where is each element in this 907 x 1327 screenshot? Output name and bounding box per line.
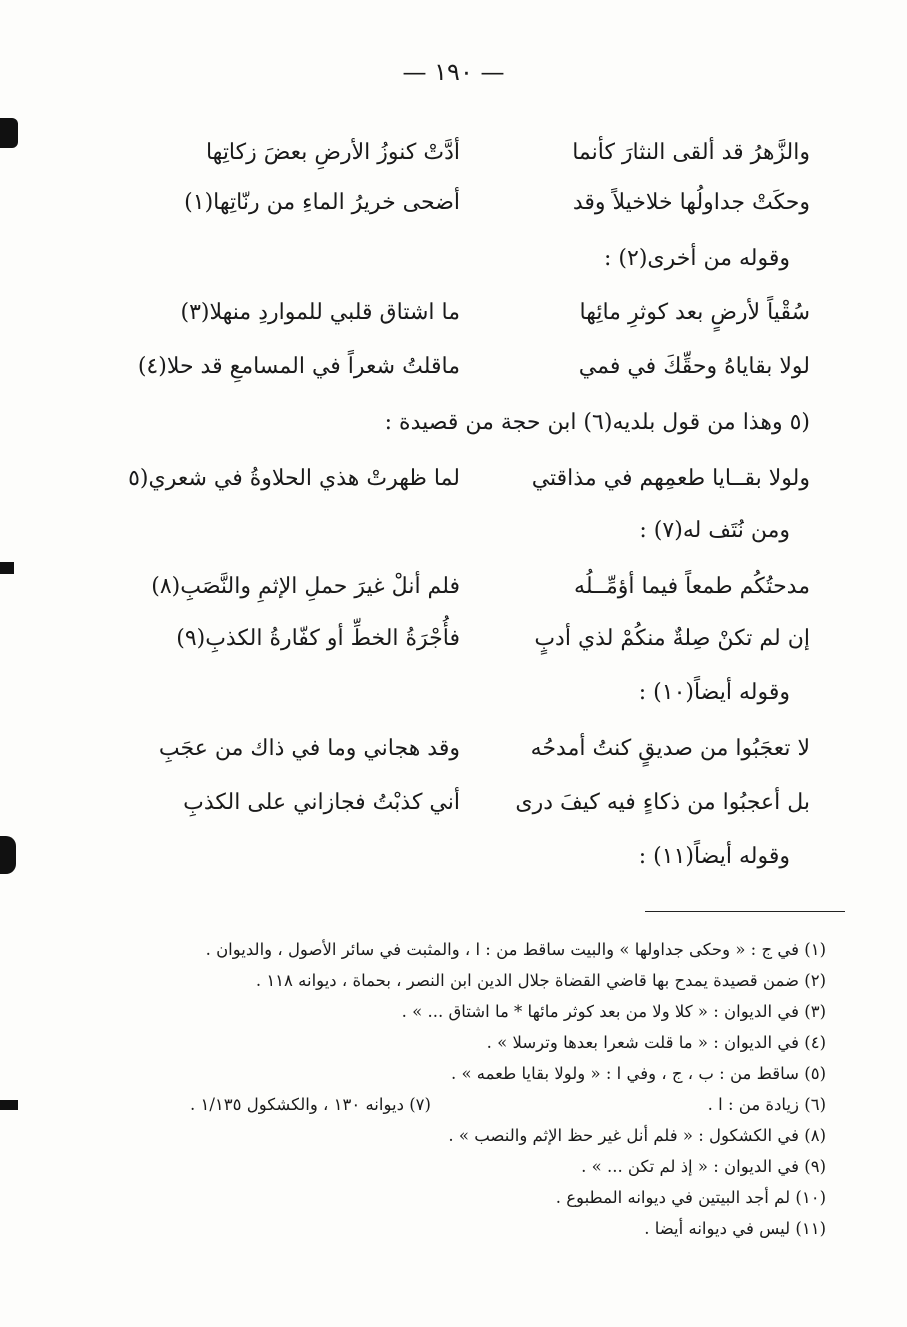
verse-first-hemistich: لا تعجَبُوا من صديقٍ كنتُ أمدحُه: [530, 736, 810, 761]
verse-first-hemistich: بل أعجبُوا من ذكاءٍ فيه كيفَ درى: [515, 790, 810, 815]
scan-edge-mark-3: [0, 836, 16, 874]
footnote-text: (٦) زيادة من : ا .: [707, 1095, 826, 1114]
verse-second-hemistich: لما ظهرتْ هذي الحلاوةُ في شعري(٥: [128, 466, 460, 491]
footnote: [140, 1151, 826, 1182]
footnote-text-secondary: (٧) ديوانه ١٣٠ ، والكشكول ١/١٣٥ .: [190, 1095, 431, 1114]
verse-second-hemistich: ماقلتُ شعراً في المسامعِ قد حلا(٤): [137, 354, 460, 379]
verse-intro: ومن نُتَف له(٧) :: [639, 518, 790, 543]
footnote-text: (٤) في الديوان : « ما قلت شعرا بعدها وترسلا » .: [486, 1033, 826, 1052]
verse-line: [130, 736, 810, 776]
scan-edge-mark-4: [0, 1100, 18, 1110]
footnote: [140, 1089, 826, 1120]
verse-second-hemistich: ما اشتاق قلبي للمواردِ منهلا(٣): [180, 300, 460, 325]
footnote-separator: [645, 911, 845, 912]
page-number: — ١٩٠ —: [402, 58, 505, 86]
verse-second-hemistich: فلم أنلْ غيرَ حملِ الإثمِ والنَّصَبِ(٨): [151, 574, 460, 599]
footnote: [140, 934, 826, 965]
verse-line: [130, 790, 810, 830]
footnote: [140, 1213, 826, 1244]
verse-line: [130, 354, 810, 394]
scan-edge-mark-1: [0, 118, 18, 148]
verse-first-hemistich: وحكَتْ جداولُها خلاخيلاً وقد: [572, 190, 810, 215]
verse-line: [130, 190, 810, 230]
verse-first-hemistich: والزَّهرُ قد ألقى النثارَ كأنما: [572, 140, 810, 165]
footnote-text: (٨) في الكشكول : « فلم أنل غير حظ الإثم والنصب » .: [448, 1126, 826, 1145]
verse-second-hemistich: أضحى خريرُ الماءِ من رنّاتِها(١): [184, 190, 460, 215]
verse-first-hemistich: لولا بقاياهُ وحقِّكَ في فمي: [578, 354, 810, 379]
footnote-text: (٩) في الديوان : « إذ لم تكن ... » .: [581, 1157, 826, 1176]
verse-line: [130, 300, 810, 340]
verse-first-hemistich: إن لم تكنْ صِلةٌ منكُمْ لذي أدبٍ: [534, 626, 810, 651]
footnotes: [140, 934, 826, 1244]
footnote-text: (٢) ضمن قصيدة يمدح بها قاضي القضاة جلال الدين ابن النصر ، بحماة ، ديوانه ١١٨ .: [255, 971, 826, 990]
verse-second-hemistich: وقد هجاني وما في ذاك من عجَبِ: [158, 736, 460, 761]
footnote: [140, 1058, 826, 1089]
verse-second-hemistich: أني كذبْتُ فجازاني على الكذبِ: [183, 790, 460, 815]
footnote: [140, 1182, 826, 1213]
footnote: [140, 965, 826, 996]
verse-line: [130, 140, 810, 180]
footnote-text: (١) في ج : « وحكى جداولها » والبيت ساقط من : ا ، والمثبت في سائر الأصول ، والديوان .: [205, 940, 826, 959]
footnote-text: (١١) ليس في ديوانه أيضا .: [644, 1219, 826, 1238]
verse-line: [130, 466, 810, 506]
footnote: [140, 996, 826, 1027]
scan-edge-mark-2: [0, 562, 14, 574]
verse-intro: وقوله أيضاً(١٠) :: [638, 680, 790, 705]
footnote: [140, 1120, 826, 1151]
verse-intro: (٥ وهذا من قول بلديه(٦) ابن حجة من قصيدة :: [384, 410, 810, 435]
verse-line: [130, 574, 810, 614]
verse-intro: وقوله من أخرى(٢) :: [603, 246, 790, 271]
footnote-text: (٣) في الديوان : « كلا ولا من بعد كوثر مائها * ما اشتاق ... » .: [401, 1002, 826, 1021]
verse-second-hemistich: أدَّتْ كنوزُ الأرضِ بعضَ زكاتِها: [205, 140, 460, 165]
footnote-text: (٥) ساقط من : ب ، ج ، وفي ا : « ولولا بقايا طعمه » .: [450, 1064, 826, 1083]
footnote: [140, 1027, 826, 1058]
verse-intro: وقوله أيضاً(١١) :: [638, 844, 790, 869]
verse-line: [130, 626, 810, 666]
verse-second-hemistich: فأُجْرَةُ الخطِّ أو كفّارةُ الكذبِ(٩): [176, 626, 460, 651]
footnote-text: (١٠) لم أجد البيتين في ديوانه المطبوع .: [555, 1188, 826, 1207]
verse-first-hemistich: مدحتُكُم طمعاً فيما أؤمِّــلُه: [574, 574, 810, 599]
verse-first-hemistich: ولولا بقــايا طعمِهم في مذاقتي: [531, 466, 810, 491]
verse-first-hemistich: سُقْياً لأرضٍ بعد كوثرِ مائِها: [579, 300, 810, 325]
